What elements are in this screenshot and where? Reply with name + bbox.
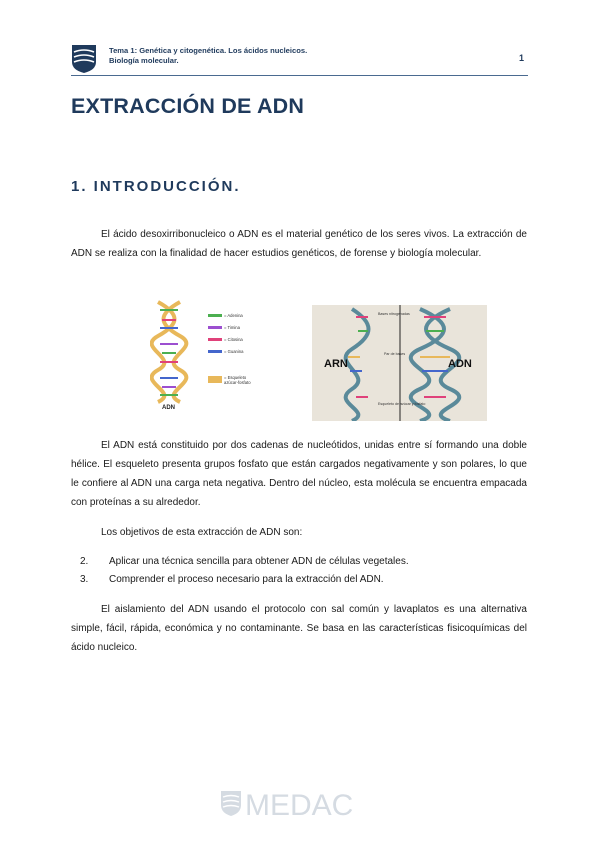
medac-watermark <box>219 785 379 823</box>
label-arn: ARN <box>324 358 348 370</box>
dna-helix-figure <box>150 300 270 410</box>
annotation-par-bases: Par de bases <box>384 352 406 356</box>
objective-item: Aplicar una técnica sencilla para obtener ADN de células vegetales. <box>109 556 409 567</box>
shield-logo-icon <box>71 44 97 74</box>
legend-azucar-fosfato: azúcar-fosfato <box>224 380 251 385</box>
legend-guanina: = Guanina <box>224 349 244 354</box>
header-divider <box>71 75 528 76</box>
objectives-intro: Los objetivos de esta extracción de ADN son: <box>101 527 303 538</box>
annotation-bases: Bases nitrogenadas <box>378 312 410 316</box>
objective-number: 3. <box>80 574 89 585</box>
objective-number: 2. <box>80 556 89 567</box>
watermark-brand: MEDAC <box>245 789 354 822</box>
legend-esqueleto: = Esqueleto <box>224 375 247 380</box>
page-title: EXTRACCIÓN DE ADN <box>71 94 305 118</box>
intro-paragraph: El ácido desoxirribonucleico o ADN es el material genético de los seres vivos. La extracción de ADN se realiza con la finalidad de hacer estudios genéticos, de forense y biología molecular. <box>71 229 527 259</box>
legend-swatch-timina <box>208 326 222 329</box>
legend-swatch-guanina <box>208 350 222 353</box>
legend-timina: = Timina <box>224 325 240 330</box>
legend-swatch-esqueleto <box>208 376 222 383</box>
header-title-line1: Tema 1: Genética y citogenética. Los ácidos nucleicos. <box>109 46 308 55</box>
header-title <box>109 46 489 66</box>
legend-swatch-adenina <box>208 314 222 317</box>
watermark-shield-icon <box>221 791 241 816</box>
legend <box>208 313 251 385</box>
arn-adn-comparison-figure <box>312 305 487 421</box>
structure-paragraph: El ADN está constituido por dos cadenas de nucleótidos, unidas entre sí formando una doble hélice. El esqueleto presenta grupos fosfato que están cargados negativamente y son polares, lo que le confiere al ADN una carga neta negativa. Dentro del núcleo, esta molécula se encuentra empacada con proteínas a su alrededor. <box>71 440 527 508</box>
label-adn: ADN <box>448 358 472 370</box>
section-heading: 1. INTRODUCCIÓN. <box>71 178 241 195</box>
legend-citosina: = Citosina <box>224 337 243 342</box>
objective-item: Comprender el proceso necesario para la extracción del ADN. <box>109 574 384 585</box>
figure-caption-adn: ADN <box>162 405 175 410</box>
dna-helix-drawing <box>152 302 187 402</box>
header-title-line2: Biología molecular. <box>109 56 179 65</box>
page-number: 1 <box>519 53 525 63</box>
annotation-esqueleto: Esqueleto de azúcar y fosfato <box>378 402 426 406</box>
legend-adenina: = Adenina <box>224 313 243 318</box>
legend-swatch-citosina <box>208 338 222 341</box>
closing-paragraph: El aislamiento del ADN usando el protocolo con sal común y lavaplatos es una alternativa simple, fácil, rápida, económica y no contaminante. Se basa en las características fisicoquímicas del ácido nucleico. <box>71 604 527 653</box>
